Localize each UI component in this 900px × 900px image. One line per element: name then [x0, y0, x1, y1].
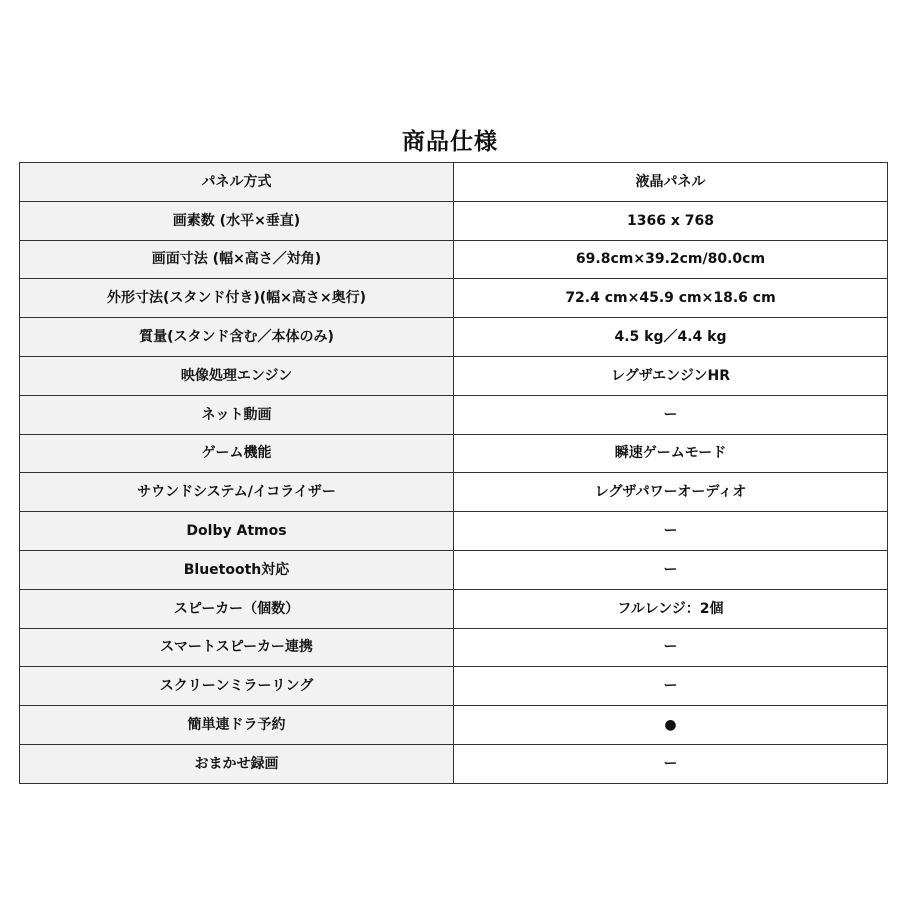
spec-label-smart-speaker: スマートスピーカー連携 [20, 628, 454, 667]
spec-value-auto-recording: ー [454, 744, 888, 783]
table-row [20, 279, 888, 318]
spec-label-weight: 質量(スタンド含む／本体のみ) [20, 318, 454, 357]
spec-value-bluetooth: ー [454, 550, 888, 589]
spec-label-screen-size: 画面寸法 (幅×高さ／対角) [20, 240, 454, 279]
spec-label-auto-recording: おまかせ録画 [20, 744, 454, 783]
table-row [20, 434, 888, 473]
spec-label-sound-system: サウンドシステム/イコライザー [20, 473, 454, 512]
table-row [20, 667, 888, 706]
spec-value-resolution: 1366 x 768 [454, 201, 888, 240]
table-row [20, 318, 888, 357]
spec-value-drama-recording: ● [454, 706, 888, 745]
spec-label-screen-mirroring: スクリーンミラーリング [20, 667, 454, 706]
table-row [20, 395, 888, 434]
spec-label-bluetooth: Bluetooth対応 [20, 550, 454, 589]
table-row [20, 589, 888, 628]
table-row [20, 628, 888, 667]
spec-label-resolution: 画素数 (水平×垂直) [20, 201, 454, 240]
spec-value-weight: 4.5 kg／4.4 kg [454, 318, 888, 357]
spec-label-panel-type: パネル方式 [20, 163, 454, 202]
spec-label-speakers: スピーカー（個数） [20, 589, 454, 628]
spec-label-net-video: ネット動画 [20, 395, 454, 434]
table-row [20, 512, 888, 551]
table-row [20, 706, 888, 745]
table-row [20, 201, 888, 240]
spec-value-dolby-atmos: ー [454, 512, 888, 551]
spec-value-sound-system: レグザパワーオーディオ [454, 473, 888, 512]
spec-value-video-engine: レグザエンジンHR [454, 356, 888, 395]
spec-label-outer-dimensions: 外形寸法(スタンド付き)(幅×高さ×奥行) [20, 279, 454, 318]
spec-value-smart-speaker: ー [454, 628, 888, 667]
spec-value-screen-mirroring: ー [454, 667, 888, 706]
page-title: 商品仕様 [402, 129, 498, 155]
table-row [20, 473, 888, 512]
spec-value-panel-type: 液晶パネル [454, 163, 888, 202]
table-row [20, 550, 888, 589]
spec-value-screen-size: 69.8cm×39.2cm/80.0cm [454, 240, 888, 279]
spec-label-drama-recording: 簡単連ドラ予約 [20, 706, 454, 745]
table-row [20, 356, 888, 395]
table-row [20, 163, 888, 202]
spec-value-outer-dimensions: 72.4 cm×45.9 cm×18.6 cm [454, 279, 888, 318]
spec-value-net-video: ー [454, 395, 888, 434]
spec-value-game-function: 瞬速ゲームモード [454, 434, 888, 473]
spec-table [19, 162, 888, 784]
spec-label-game-function: ゲーム機能 [20, 434, 454, 473]
spec-label-video-engine: 映像処理エンジン [20, 356, 454, 395]
table-row [20, 240, 888, 279]
table-row [20, 744, 888, 783]
spec-value-speakers: フルレンジ：2個 [454, 589, 888, 628]
spec-label-dolby-atmos: Dolby Atmos [20, 512, 454, 551]
